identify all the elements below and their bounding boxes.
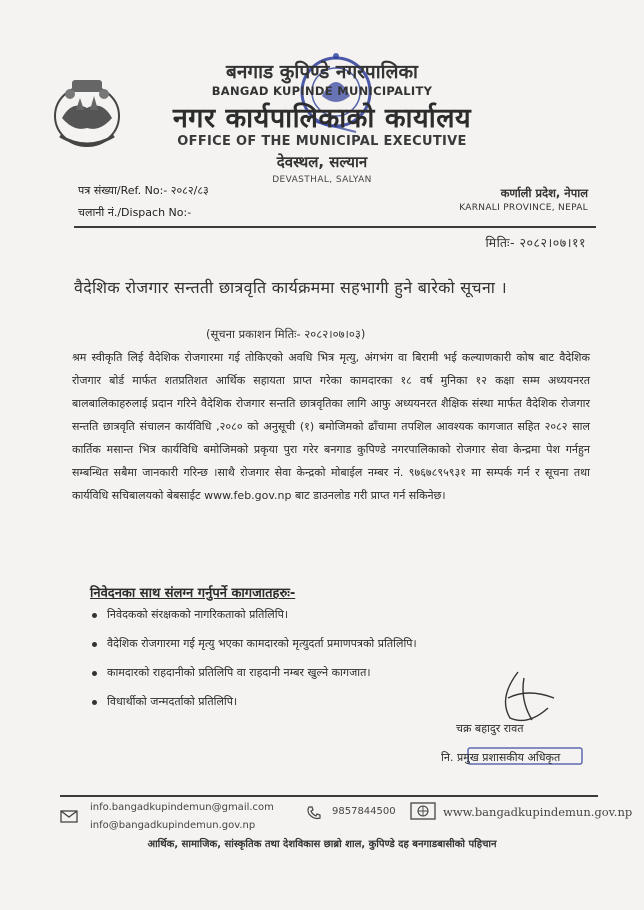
footer-email-1[interactable]: info.bangadkupindemun@gmail.com: [90, 802, 274, 813]
phone-icon: [306, 805, 322, 821]
attachments-list: [92, 600, 417, 716]
footer-phone: 9857844500: [332, 806, 396, 817]
office-title-np: नगर कार्यपालिकाको कार्यालय: [172, 103, 472, 134]
notice-subject: वैदेशिक रोजगार सन्तती छात्रवृति कार्यक्रममा सहभागी हुने बारेको सूचना ।: [74, 278, 507, 297]
list-item: वैदेशिक रोजगारमा गई मृत्यु भएका कामदारको मृत्युदर्ता प्रमाणपत्रको प्रतिलिपि।: [92, 629, 417, 658]
notice-body: श्रम स्वीकृति लिई वैदेशिक रोजगारमा गई तोकिएको अवधि भित्र मृत्यु, अंगभंग वा बिरामी भई कल्याणकारी कोष बाट वैदेशिक रोजगार बोर्ड मार्फत शतप्रतिशत आर्थिक सहायता प्राप्त गरेका कामदारका १८ वर्ष मुनिका १२ कक्षा सम्म अध्ययनरत बालबालिकाहरुलाई प्रदान गरिने वैदेशिक रोजगार सन्तति छात्रवृतिका लागि आफु अध्ययनरत शैक्षिक संस्था मार्फत वैदेशिक रोजगार सन्तति छात्रवृति संचालन कार्यविधि ,२०८० को अनुसूची (१) बमोजिमको ढाँचामा तपशिल आवश्यक कागजात सहित २०८२ साल कार्तिक मसान्त भित्र कार्यविधि बमोजिमको प्रकृया पुरा गरेर बनगाड कुपिण्डे नगरपालिकाको रोजगार सेवा केन्द्रमा पेश गर्नहुन सम्बन्धित सबैमा जानकारी गरिन्छ ।साथै रोजगार सेवा केन्द्रको मोबाईल नम्बर नं. ९७६७८९५९३१ मा सम्पर्क गर्न र सूचना तथा कार्यविधि सचिबालयको बेबसाईट www.feb.gov.np बाट डाउनलोड गरी प्राप्त गर्न सकिनेछ।: [72, 351, 590, 502]
list-item: निवेदकको संरक्षकको नागरिकताको प्रतिलिपि।: [92, 600, 417, 629]
place-en: DEVASTHAL, SALYAN: [272, 175, 372, 185]
dispatch-number: चलानी नं./Dispach No:-: [78, 206, 192, 219]
bullet-icon: [92, 642, 97, 647]
municipality-name-np: बनगाड कुपिण्डे नगरपालिका: [226, 61, 418, 83]
signatory-name: चक्र बहादुर रावत: [456, 722, 524, 735]
letter-date: मितिः- २०८२।०७।११: [485, 235, 586, 250]
province-np: कर्णाली प्रदेश, नेपाल: [500, 186, 588, 200]
footer-website[interactable]: www.bangadkupindemun.gov.np: [443, 805, 633, 819]
bullet-icon: [92, 700, 97, 705]
footer-email-2[interactable]: info@bangadkupindemun.gov.np: [90, 820, 256, 831]
signatory-title: नि. प्रमुख प्रशासकीय अधिकृत: [441, 751, 561, 764]
bullet-icon: [92, 671, 97, 676]
list-item: विधार्थीको जन्मदर्ताको प्रतिलिपि।: [92, 687, 417, 716]
publication-date: (सूचना प्रकाशन मितिः- २०८२।०७।०३): [206, 327, 366, 341]
list-item: कामदारको राहदानीको प्रतिलिपि वा राहदानी नम्बर खुल्ने कागजात।: [92, 658, 417, 687]
signature-scribble: [488, 668, 558, 728]
header-divider: [74, 226, 596, 228]
globe-icon: [410, 802, 436, 820]
footer-slogan: आर्थिक, सामाजिक, सांस्कृतिक तथा देशविकास छाब्रो शाल, कुपिण्डे दह बनगाडबासीको पहिचान: [147, 839, 497, 850]
footer-divider: [60, 795, 598, 797]
office-title-en: OFFICE OF THE MUNICIPAL EXECUTIVE: [177, 134, 467, 149]
place-np: देवस्थल, सल्यान: [276, 153, 368, 171]
mail-icon: [60, 810, 78, 823]
bullet-icon: [92, 613, 97, 618]
municipality-name-en: BANGAD KUPINDE MUNICIPALITY: [211, 84, 433, 98]
province-en: KARNALI PROVINCE, NEPAL: [459, 203, 588, 213]
reference-number: पत्र संख्या/Ref. No:- २०८२/८३: [78, 184, 209, 197]
attachments-title: निवेदनका साथ संलग्न गर्नुपर्ने कागजातहरुः-: [90, 586, 296, 601]
